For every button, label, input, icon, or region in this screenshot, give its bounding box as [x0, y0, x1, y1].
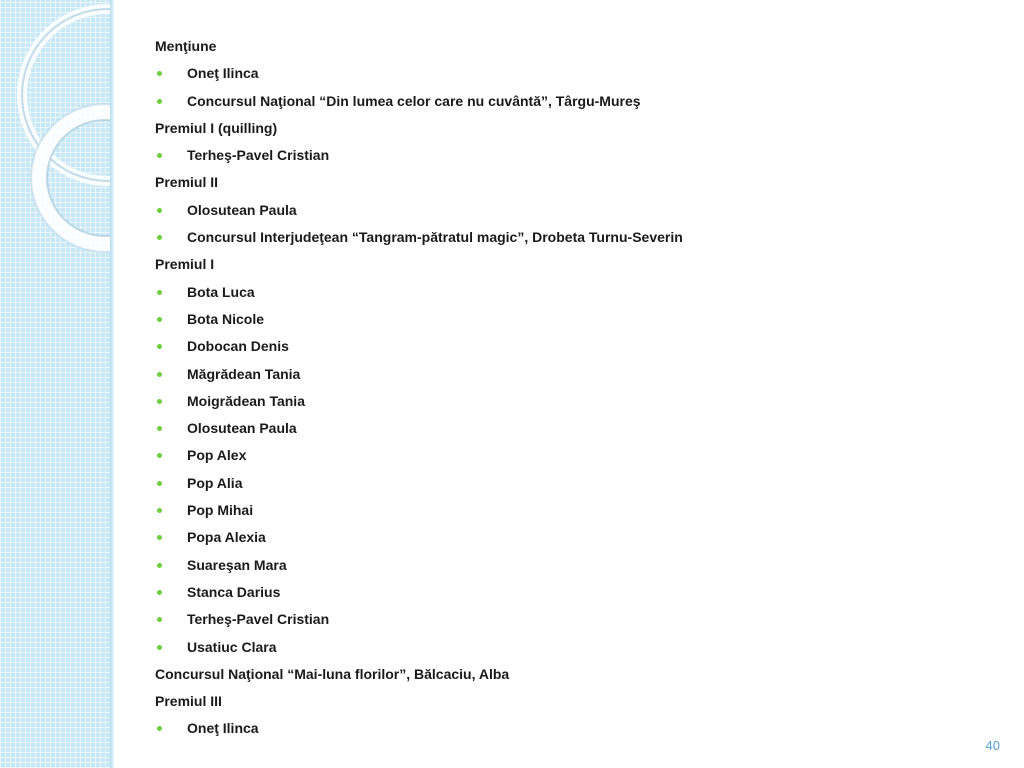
line-text: Concursul Interjudeţean “Tangram-pătratul magic”, Drobeta Turnu-Severin — [187, 229, 683, 246]
section-heading — [155, 33, 995, 60]
line-text: Pop Alex — [187, 447, 247, 464]
line-text: Stanca Darius — [187, 583, 281, 600]
line-text: Premiul I — [155, 256, 215, 273]
line-text: Olosutean Paula — [187, 201, 297, 218]
bullet-icon — [157, 372, 162, 377]
band-edge-divider — [110, 0, 114, 768]
list-item — [155, 552, 995, 579]
line-text: Menţiune — [155, 38, 217, 54]
list-item — [155, 388, 995, 415]
bullet-icon — [157, 645, 162, 650]
line-text: Premiul II — [155, 174, 219, 191]
line-text: Pop Alia — [187, 474, 243, 491]
bullet-icon — [157, 453, 162, 458]
list-item — [155, 60, 995, 87]
list-item — [155, 497, 995, 524]
list-item — [155, 197, 995, 224]
bullet-icon — [157, 290, 162, 295]
section-heading — [155, 169, 995, 196]
list-item — [155, 142, 995, 169]
line-text: Terheş-Pavel Cristian — [187, 611, 330, 628]
line-text: Olosutean Paula — [187, 420, 297, 437]
list-item — [155, 333, 995, 360]
line-text: Pop Mihai — [187, 502, 254, 519]
decorative-side-band — [0, 0, 112, 768]
line-text: Premiul III — [155, 693, 222, 710]
list-item — [155, 579, 995, 606]
line-text: Oneţ Ilinca — [187, 720, 259, 737]
line-text: Usatiuc Clara — [187, 638, 277, 655]
decorative-rings-graphic — [0, 0, 112, 768]
bullet-icon — [157, 153, 162, 158]
slide-content — [155, 33, 995, 743]
list-item — [155, 715, 995, 742]
list-item — [155, 442, 995, 469]
section-heading — [155, 251, 995, 278]
list-item — [155, 634, 995, 661]
bullet-icon — [157, 481, 162, 486]
bullet-icon — [157, 99, 162, 104]
bullet-icon — [157, 508, 162, 513]
line-text: Moigrădean Tania — [187, 392, 305, 409]
list-item — [155, 306, 995, 333]
line-text: Dobocan Denis — [187, 338, 289, 355]
bullet-icon — [157, 344, 162, 349]
list-item — [155, 470, 995, 497]
bullet-icon — [157, 317, 162, 322]
bullet-icon — [157, 590, 162, 595]
list-item — [155, 224, 995, 251]
page-number: 40 — [985, 738, 1000, 753]
line-text: Măgrădean Tania — [187, 365, 301, 382]
bullet-icon — [157, 535, 162, 540]
line-text: Bota Luca — [187, 283, 255, 300]
bullet-icon — [157, 71, 162, 76]
list-item — [155, 415, 995, 442]
section-heading — [155, 661, 995, 688]
list-item — [155, 606, 995, 633]
line-text: Bota Nicole — [187, 310, 265, 327]
bullet-icon — [157, 208, 162, 213]
section-heading — [155, 115, 995, 142]
list-item — [155, 361, 995, 388]
line-text: Concursul Naţional “Din lumea celor care nu cuvântă”, Târgu-Mureş — [187, 92, 641, 109]
list-item — [155, 524, 995, 551]
line-text: Suareşan Mara — [187, 556, 287, 573]
line-text: Premiul I (quilling) — [155, 119, 278, 136]
line-text: Concursul Naţional “Mai-luna florilor”, Bălcaciu, Alba — [155, 665, 510, 682]
bullet-icon — [157, 426, 162, 431]
bullet-icon — [157, 563, 162, 568]
list-item — [155, 279, 995, 306]
bullet-icon — [157, 726, 162, 731]
line-text: Oneţ Ilinca — [187, 65, 259, 82]
line-text: Popa Alexia — [187, 529, 266, 546]
line-text: Terheş-Pavel Cristian — [187, 147, 330, 164]
bullet-icon — [157, 399, 162, 404]
section-heading — [155, 688, 995, 715]
bullet-icon — [157, 235, 162, 240]
bullet-icon — [157, 617, 162, 622]
list-item — [155, 88, 995, 115]
